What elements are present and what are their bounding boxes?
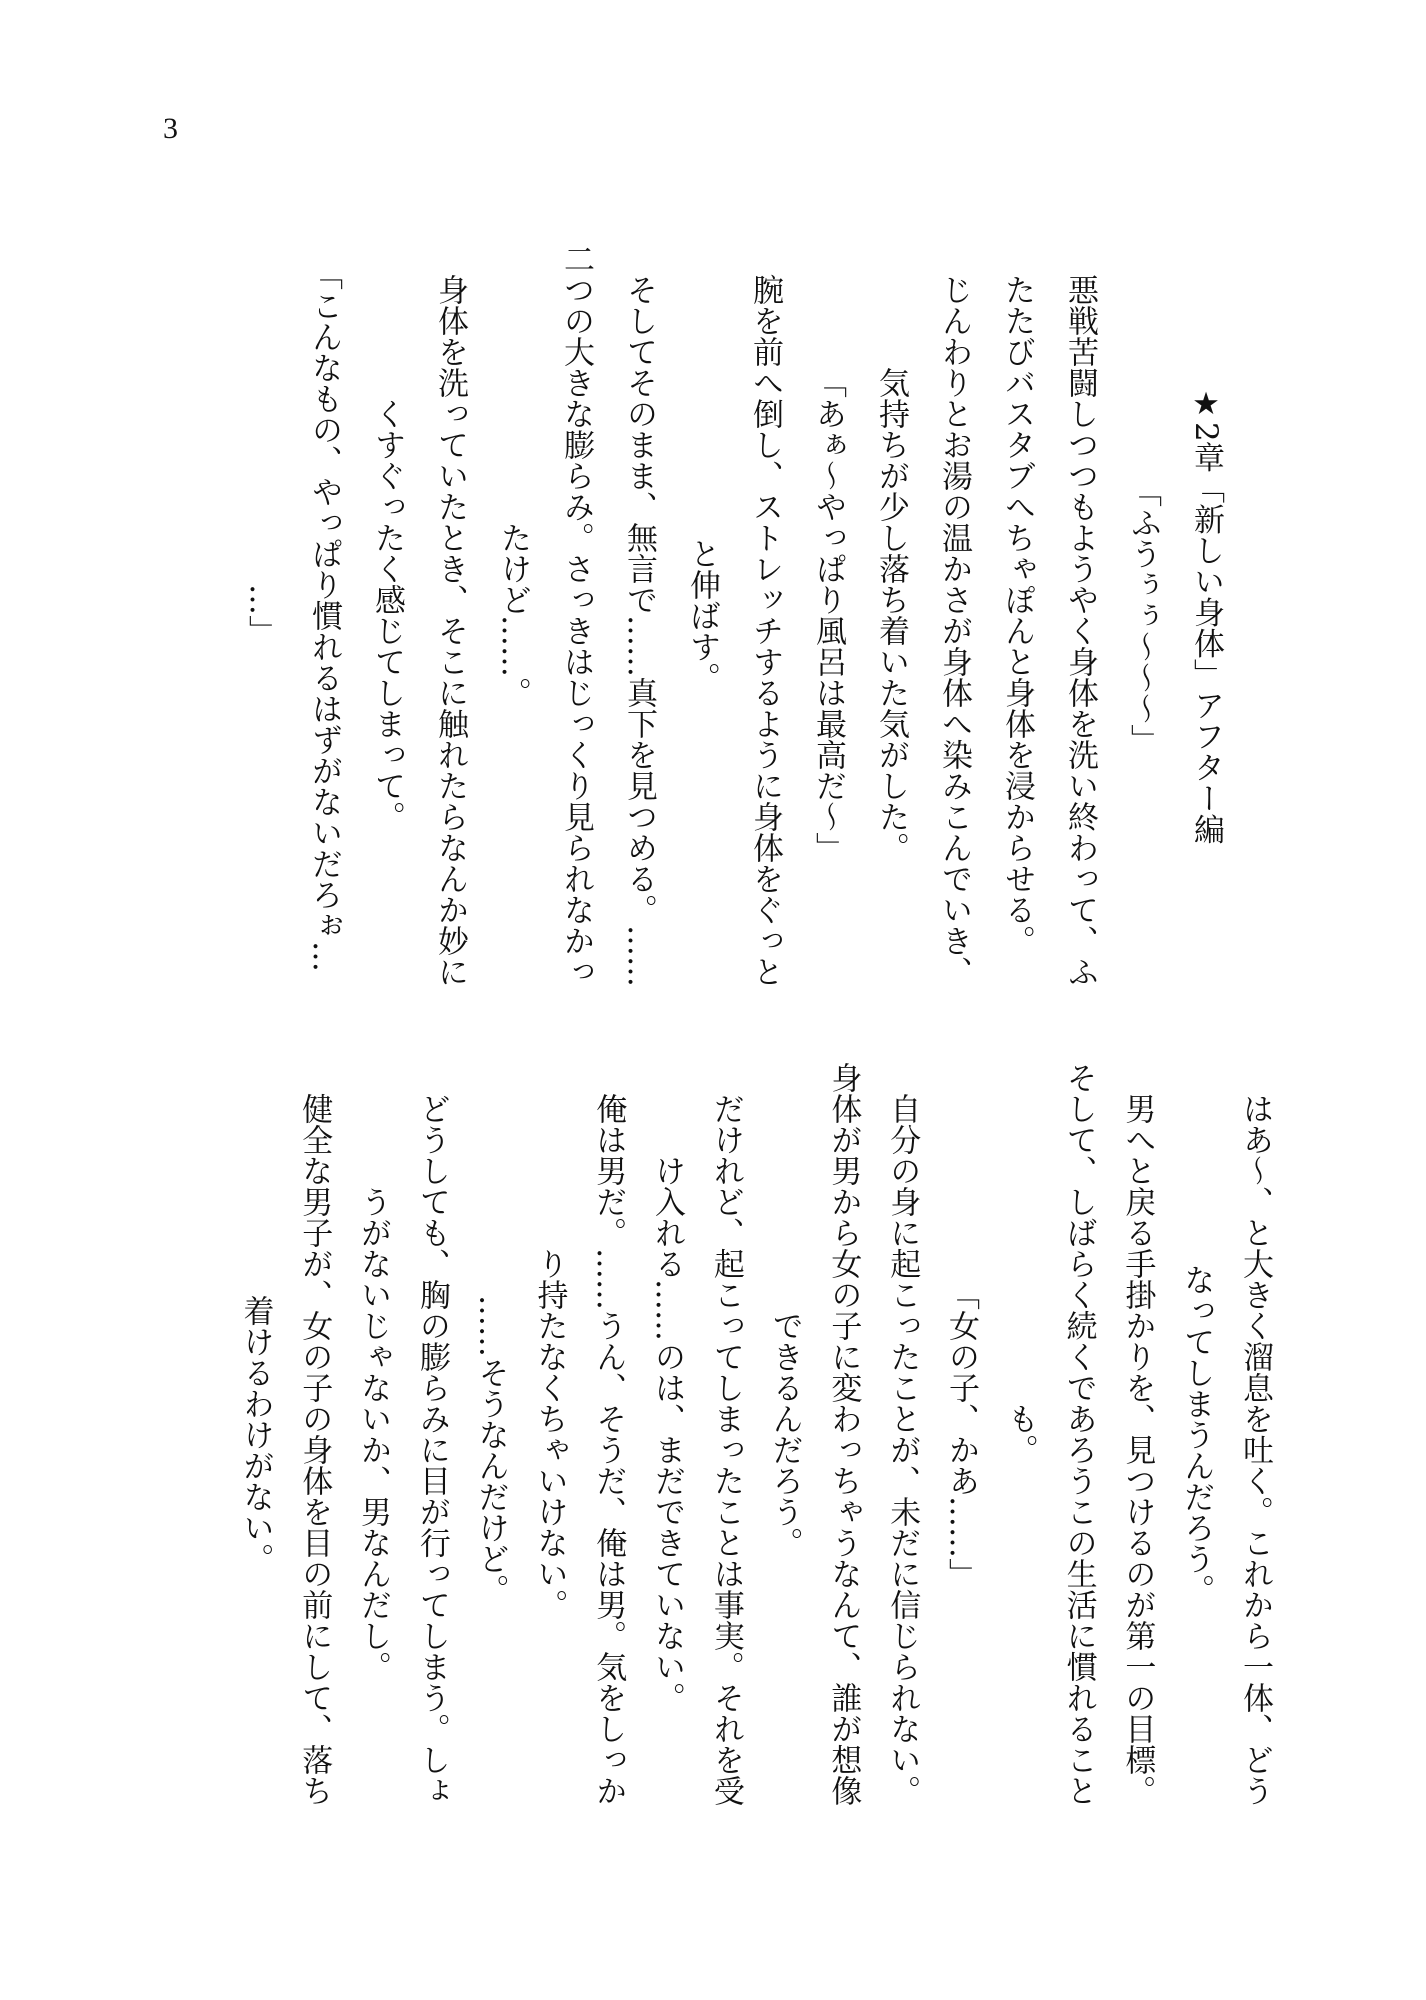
text-line: と伸ばす。 [684,537,720,693]
text-line: だけれど、起こってしまったことは事実。それを受 [707,1062,744,1806]
text-line: たけど……。 [495,522,531,708]
text-line: 俺は男だ。……うん、そうだ、俺は男。気をしっか [590,1062,627,1806]
text-line: 身体が男から女の子に変わっちゃうなんて、誰が想像 [825,1062,862,1806]
text-line: そして、しばらく続くであろうこの生活に慣れること [1060,1062,1097,1806]
chapter-title: ★2章「新しい身体」アフター編 [1188,385,1224,845]
text-line: 身体を洗っていたとき、そこに触れたらなんか妙に [432,243,468,987]
text-line: どうしても、胸の膨らみに目が行ってしまう。しょ [413,1062,450,1806]
text-line: り持たなくちゃいけない。 [531,1248,568,1620]
text-line: 自分の身に起こったことが、未だに信じられない。 [884,1062,921,1806]
text-line: ……そうなんだけど。 [472,1263,509,1605]
text-line: 男へと戻る手掛かりを、見つけるのが第一の目標。 [1119,1062,1156,1806]
text-line: 「あぁ〜やっぱり風呂は最高だ〜」 [810,367,846,863]
text-line: たたびバスタブへちゃぽんと身体を浸からせる。 [999,274,1035,956]
text-line: できるんだろう。 [766,1310,803,1558]
text-line: …」 [243,584,279,646]
text-line: そしてそのまま、無言で……真下を見つめる。…… [621,243,657,987]
page-number: 3 [163,112,178,145]
text-line: け入れる……のは、まだできていない。 [649,1155,686,1713]
text-line: も。 [1001,1403,1038,1465]
text-line: うがないじゃないか、男なんだし。 [355,1186,392,1682]
text-line: 「ふうぅぅ〜〜〜」 [1125,475,1161,755]
text-block-upper [213,243,1224,987]
text-line: くすぐったく感じてしまって。 [369,398,405,832]
text-line: 腕を前へ倒し、ストレッチするように身体をぐっと [747,243,783,987]
text-line: 「こんなもの、やっぱり慣れるはずがないだろぉ… [306,258,342,972]
text-line: 「女の子、かあ……」 [943,1279,980,1589]
text-line: なってしまうんだろう。 [1178,1263,1215,1605]
text-block-lower [212,1062,1273,1806]
text-line: 気持ちが少し落ち着いた気がした。 [873,367,909,863]
text-line: 二つの大きな膨らみ。さっきはじっくり見られなかっ [558,243,594,987]
text-line: はあ〜、と大きく溜息を吐く。これから一体、どう [1237,1062,1273,1806]
text-line: じんわりとお湯の温かさが身体へ染みこんでいき、 [936,243,972,987]
text-line: 着けるわけがない。 [237,1294,274,1574]
text-line: 悪戦苦闘しつつもようやく身体を洗い終わって、ふ [1062,243,1098,987]
text-line: 健全な男子が、女の子の身体を目の前にして、落ち [296,1062,333,1806]
